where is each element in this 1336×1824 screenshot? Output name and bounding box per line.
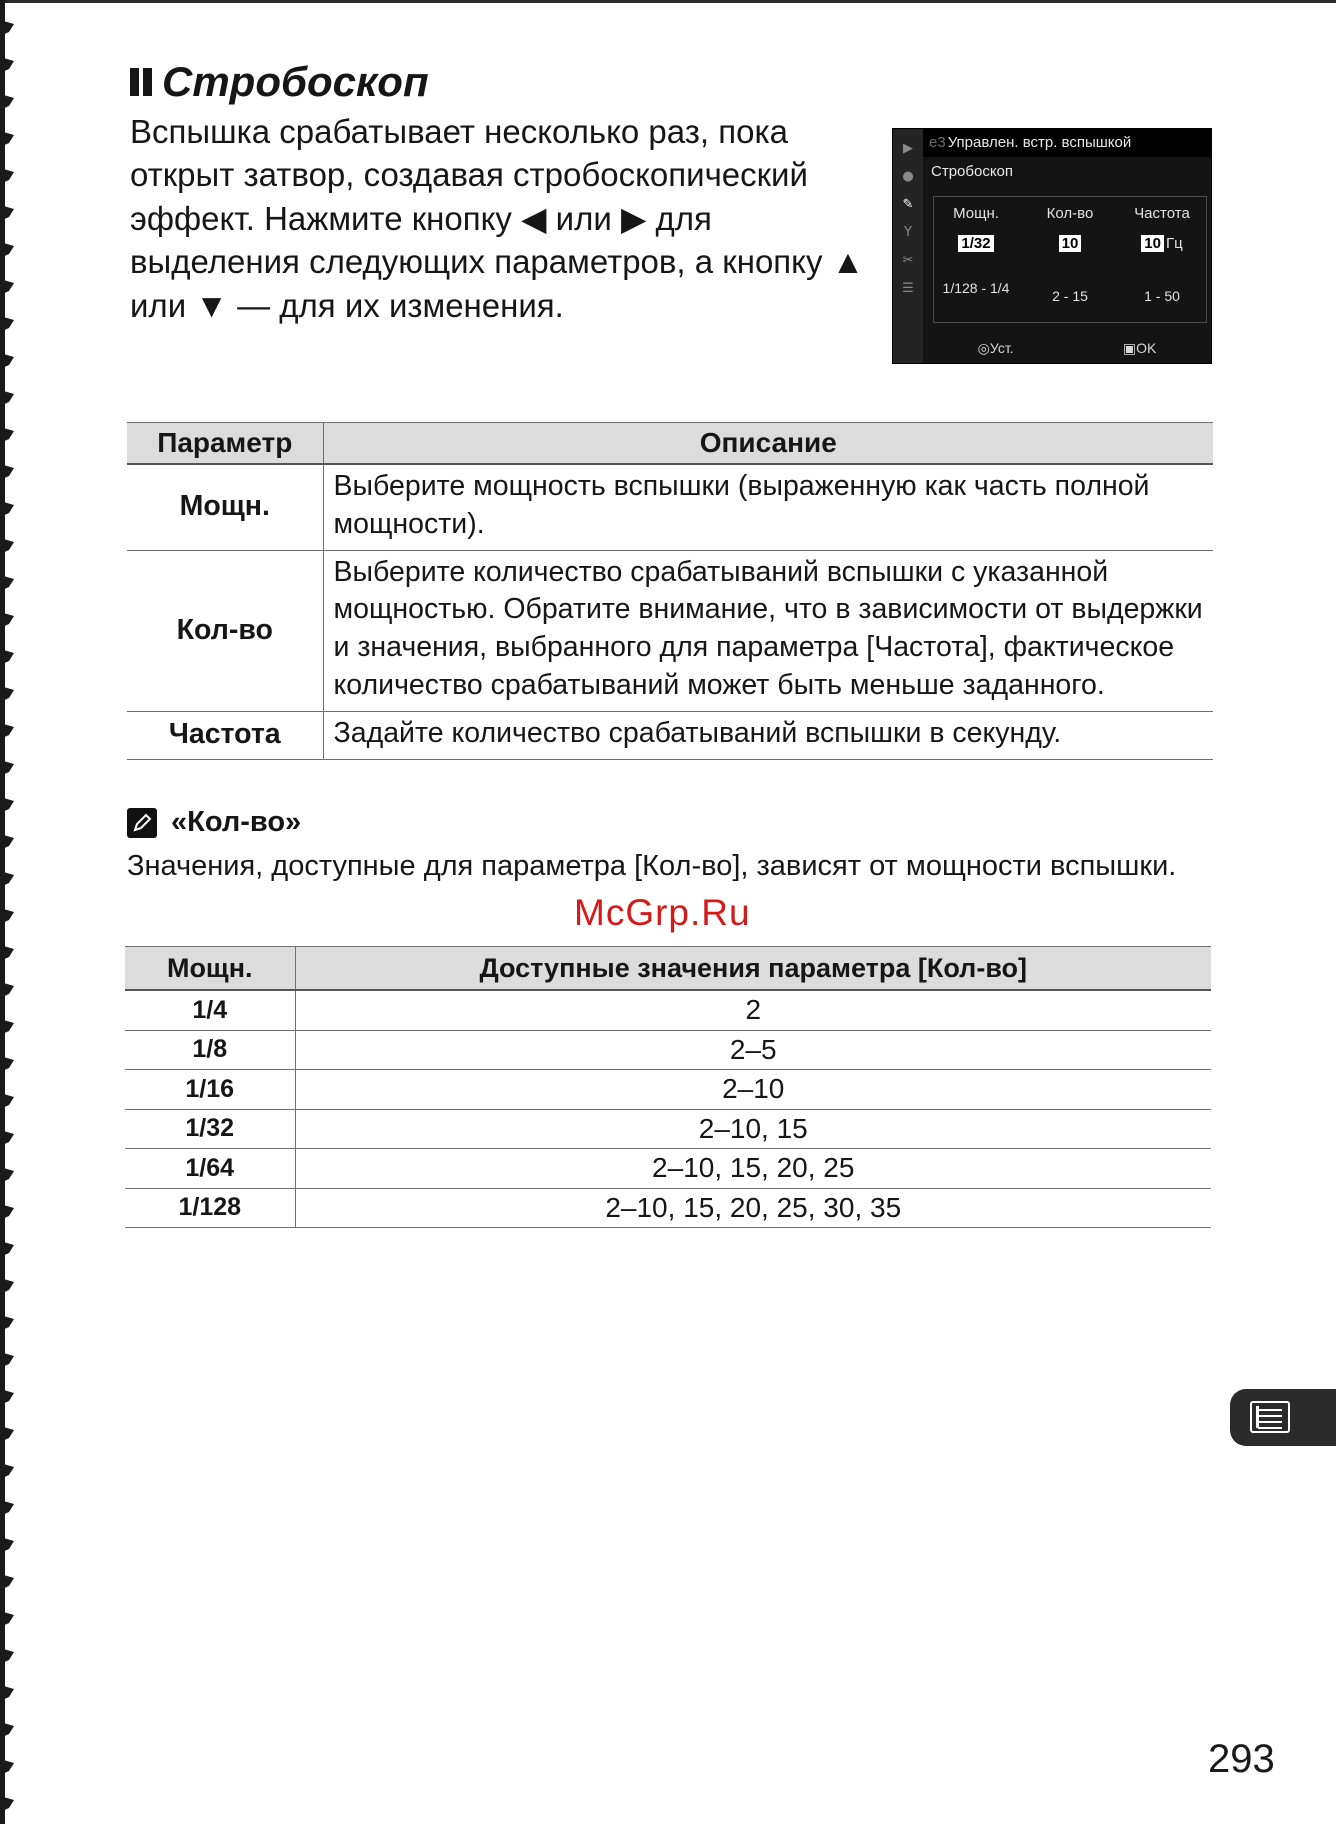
param-desc: Выберите количество срабатываний вспышки с указанной мощностью. Обратите внимание, что в зависимости от выдержки и значения, выбранного для параметра [Частота], фактическое количество срабатываний может быть меньше заданного. bbox=[323, 550, 1213, 711]
play-icon: ▶ bbox=[903, 141, 913, 156]
pencil-icon: ✎ bbox=[902, 197, 914, 212]
camera-set-hint: ◎Уст. bbox=[977, 340, 1014, 356]
param-desc: Задайте количество срабатываний вспышки в секунду. bbox=[323, 711, 1213, 759]
retouch-icon: ✂ bbox=[902, 253, 914, 268]
camera-menu-tabs bbox=[893, 129, 923, 364]
values-table bbox=[125, 946, 1211, 1228]
menu-list-icon bbox=[1250, 1401, 1290, 1433]
table-row bbox=[125, 1070, 1211, 1110]
param-name: Мощн. bbox=[127, 464, 323, 550]
header-values: Доступные значения параметра [Кол-во] bbox=[295, 947, 1211, 991]
col-value: 10 bbox=[1059, 235, 1082, 252]
power-cell: 1/16 bbox=[125, 1070, 295, 1110]
values-cell: 2–10, 15, 20, 25 bbox=[295, 1149, 1211, 1189]
watermark: McGrp.Ru bbox=[574, 892, 751, 933]
power-cell: 1/32 bbox=[125, 1109, 295, 1149]
param-name: Кол-во bbox=[127, 550, 323, 711]
table-row bbox=[127, 550, 1213, 711]
values-cell: 2–10, 15 bbox=[295, 1109, 1211, 1149]
camera-col-frequency bbox=[1120, 197, 1204, 322]
col-range: 1/128 - 1/4 bbox=[942, 280, 1010, 296]
values-cell: 2–10, 15, 20, 25, 30, 35 bbox=[295, 1188, 1211, 1228]
power-cell: 1/128 bbox=[125, 1188, 295, 1228]
col-label: Кол-во bbox=[1046, 205, 1094, 222]
section-marker-icon bbox=[130, 68, 152, 96]
camera-footer bbox=[923, 340, 1211, 357]
table-row bbox=[125, 1109, 1211, 1149]
values-cell: 2 bbox=[295, 990, 1211, 1030]
col-value: 10 bbox=[1141, 235, 1164, 252]
camera-col-power bbox=[934, 197, 1018, 322]
table-header-row bbox=[127, 423, 1213, 465]
col-unit: Гц bbox=[1165, 235, 1183, 252]
table-row bbox=[125, 1030, 1211, 1070]
top-edge-line bbox=[0, 0, 1336, 3]
multi-selector-icon: ◎ bbox=[977, 340, 990, 356]
header-power: Мощн. bbox=[125, 947, 295, 991]
menu-title: Управлен. встр. вспышкой bbox=[947, 134, 1132, 151]
section-heading bbox=[130, 58, 429, 106]
col-range: 2 - 15 bbox=[1052, 288, 1088, 304]
camera-ok-hint: ▣OK bbox=[1122, 340, 1157, 356]
camera-menu-screen bbox=[892, 128, 1212, 364]
param-name: Частота bbox=[127, 711, 323, 759]
table-row bbox=[127, 711, 1213, 759]
ok-button-icon: ▣ bbox=[1122, 340, 1137, 356]
param-desc: Выберите мощность вспышки (выраженную как часть полной мощности). bbox=[323, 464, 1213, 550]
values-cell: 2–5 bbox=[295, 1030, 1211, 1070]
table-row bbox=[125, 1188, 1211, 1228]
intro-paragraph: Вспышка срабатывает несколько раз, пока открыт затвор, создавая стробоскопический эффект. Нажмите кнопку ◀ или ▶ для выделения следующих параметров, а кнопку ▲ или ▼ — для их изменения. bbox=[130, 113, 865, 324]
wrench-icon: Y bbox=[904, 225, 912, 240]
section-title: Стробоскоп bbox=[162, 58, 429, 105]
note-heading bbox=[127, 806, 301, 839]
binding-edge bbox=[0, 0, 22, 1824]
page-number: 293 bbox=[1208, 1737, 1275, 1781]
power-cell: 1/8 bbox=[125, 1030, 295, 1070]
power-cell: 1/4 bbox=[125, 990, 295, 1030]
col-label: Мощн. bbox=[953, 205, 999, 222]
camera-mode-label: Стробоскоп bbox=[931, 163, 1014, 180]
camera-col-count bbox=[1028, 197, 1112, 322]
table-header-row bbox=[125, 947, 1211, 991]
camera-menu-title bbox=[923, 129, 1211, 157]
section-tab-menu-icon bbox=[1230, 1389, 1336, 1446]
camera-icon: ● bbox=[902, 169, 914, 184]
table-row bbox=[125, 1149, 1211, 1189]
col-value: 1/32 bbox=[958, 235, 993, 252]
note-text: Значения, доступные для параметра [Кол-во], зависят от мощности вспышки. bbox=[127, 850, 1177, 882]
camera-settings-box bbox=[933, 196, 1207, 323]
header-param: Параметр bbox=[127, 423, 323, 465]
pencil-note-icon bbox=[127, 808, 157, 838]
menu-code: e3 bbox=[929, 134, 946, 151]
table-row bbox=[125, 990, 1211, 1030]
values-cell: 2–10 bbox=[295, 1070, 1211, 1110]
power-cell: 1/64 bbox=[125, 1149, 295, 1189]
header-desc: Описание bbox=[323, 423, 1213, 465]
parameter-table bbox=[127, 422, 1213, 760]
my-menu-icon: ☰ bbox=[902, 281, 914, 296]
col-range: 1 - 50 bbox=[1144, 288, 1180, 304]
note-title: «Кол-во» bbox=[171, 806, 302, 838]
table-row bbox=[127, 464, 1213, 550]
col-label: Частота bbox=[1134, 205, 1190, 222]
